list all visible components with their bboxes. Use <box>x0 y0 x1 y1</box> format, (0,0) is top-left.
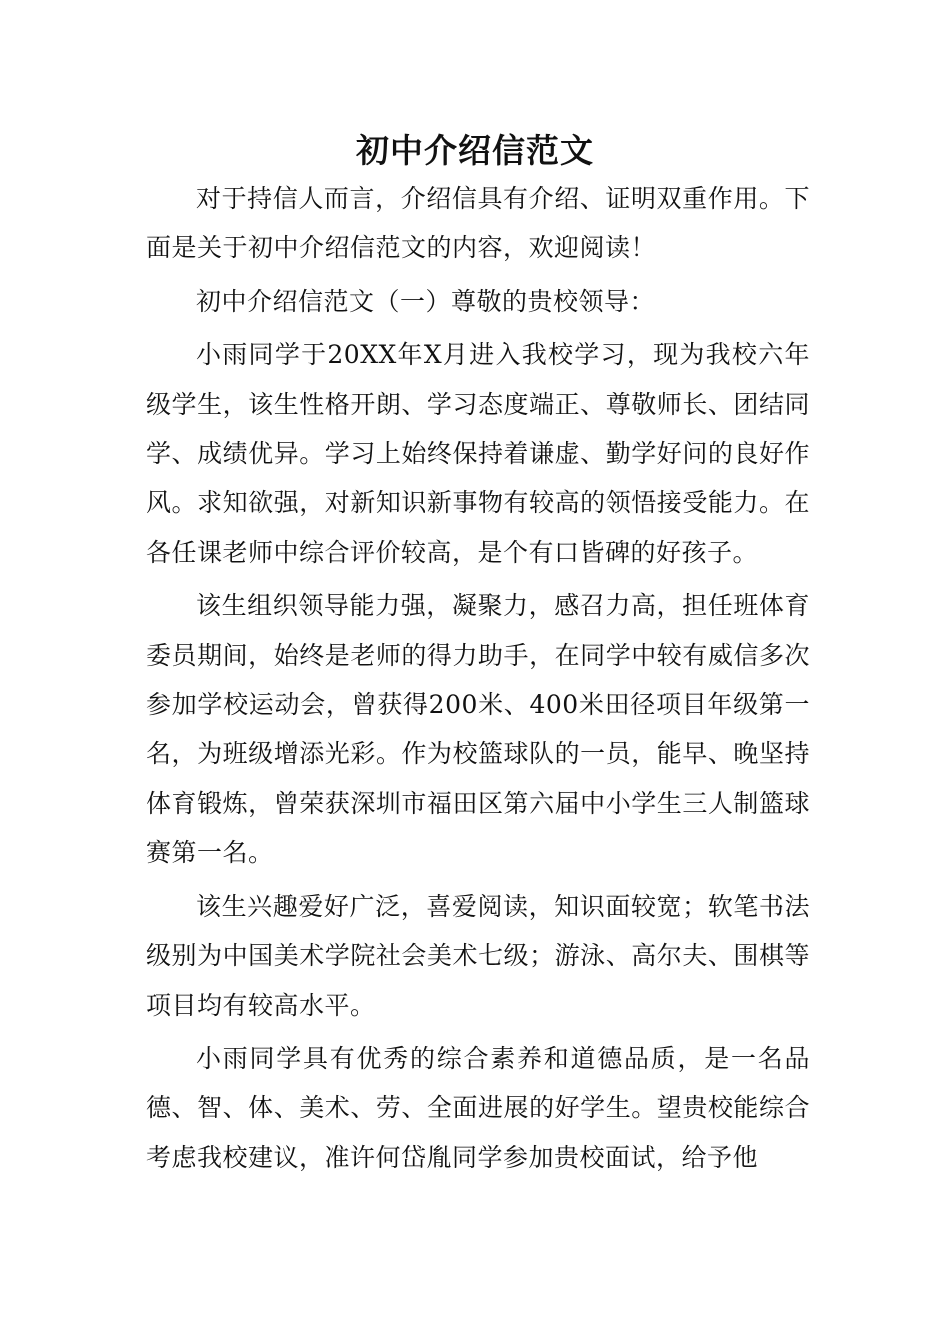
paragraph-recommendation: 小雨同学具有优秀的综合素养和道德品质，是一名品德、智、体、美术、劳、全面进展的好学生。望贵校能综合考虑我校建议，准许何岱胤同学参加贵校面试，给予他 <box>146 1043 810 1172</box>
paragraph-salutation: 初中介绍信范文（一）尊敬的贵校领导： <box>196 286 656 316</box>
document-body <box>146 174 810 1182</box>
paragraph-hobbies: 该生兴趣爱好广泛，喜爱阅读，知识面较宽；软笔书法级别为中国美术学院社会美术七级；游泳、高尔夫、围棋等项目均有较高水平。 <box>146 891 810 1020</box>
paragraph-leadership: 该生组织领导能力强，凝聚力，感召力高，担任班体育委员期间，始终是老师的得力助手，在同学中较有威信多次参加学校运动会，曾获得200米、400米田径项目年级第一名，为班级增添光彩。作为校篮球队的一员，能早、晚坚持体育锻炼，曾荣获深圳市福田区第六届中小学生三人制篮球赛第一名。 <box>146 591 810 868</box>
document-title: 初中介绍信范文 <box>356 131 594 170</box>
paragraph-intro: 对于持信人而言，介绍信具有介绍、证明双重作用。下面是关于初中介绍信范文的内容，欢迎阅读！ <box>146 184 810 263</box>
paragraph-student-overview: 小雨同学于20XX年X月进入我校学习，现为我校六年级学生，该生性格开朗、学习态度端正、尊敬师长、团结同学、成绩优异。学习上始终保持着谦虚、勤学好问的良好作风。求知欲强，对新知识新事物有较高的领悟接受能力。在各任课老师中综合评价较高，是个有口皆碑的好孩子。 <box>146 340 810 567</box>
